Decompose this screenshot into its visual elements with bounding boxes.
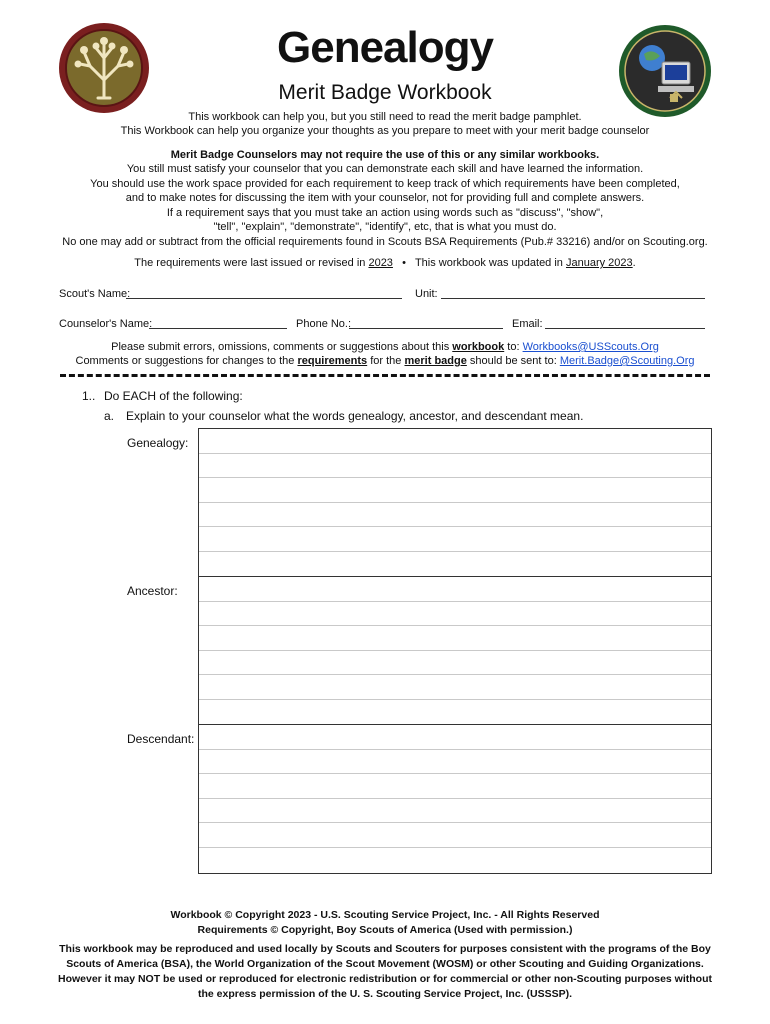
bullet: • bbox=[402, 257, 406, 269]
intro-line-5: and to make notes for discussing the item with your counselor, not for providing full and complete answers. bbox=[125, 192, 645, 204]
intro-line-1: This workbook can help you, but you still need to read the merit badge pamphlet. bbox=[188, 111, 582, 123]
footer-usage-2: Scouts of America (BSA), the World Organization of the Scout Movement (WOSM) or other Scouting and Guiding Organizations. bbox=[66, 958, 704, 970]
unit-label: Unit: bbox=[415, 288, 438, 300]
ancestor-answer-box[interactable] bbox=[198, 576, 712, 726]
intro-line-2: This Workbook can help you organize your thoughts as you prepare to meet with your merit badge counselor bbox=[120, 125, 650, 137]
email-label: Email: bbox=[512, 318, 543, 330]
submit-line-2 bbox=[0, 354, 770, 368]
page-subtitle: Merit Badge Workbook bbox=[278, 81, 492, 104]
issued-year: 2023 bbox=[368, 257, 393, 269]
unit-field[interactable] bbox=[441, 298, 705, 299]
descendant-label: Descendant: bbox=[127, 732, 195, 746]
counselor-name-field[interactable] bbox=[149, 328, 287, 329]
comments-prefix: Comments or suggestions for changes to the bbox=[75, 355, 295, 367]
period: . bbox=[632, 257, 636, 269]
workbooks-email-link[interactable]: Workbooks@USScouts.Org bbox=[522, 341, 659, 353]
requirements-word: requirements bbox=[297, 355, 368, 367]
issued-line bbox=[0, 256, 770, 270]
intro-line-3: You still must satisfy your counselor that you can demonstrate each skill and have learned the information. bbox=[126, 163, 644, 175]
phone-label: Phone No.: bbox=[296, 318, 352, 330]
section-divider bbox=[60, 374, 710, 377]
footer-usage-3: However it may NOT be used or reproduced for electronic redistribution or for commercial or other non-Scouting purposes without bbox=[58, 973, 712, 985]
submit-line-1 bbox=[0, 340, 770, 354]
genealogy-label: Genealogy: bbox=[127, 436, 189, 450]
req-1-text: Do EACH of the following: bbox=[104, 389, 243, 403]
for-the: for the bbox=[370, 355, 402, 367]
intro-line-8: No one may add or subtract from the official requirements found in Scouts BSA Requirements (Pub.# 33216) and/or on Scouting.org. bbox=[62, 236, 708, 248]
submit-prefix: Please submit errors, omissions, comments or suggestions about this bbox=[111, 341, 450, 353]
page-title: Genealogy bbox=[277, 23, 493, 72]
intro-line-4: You should use the work space provided for each requirement to keep track of which requirements have been completed, bbox=[90, 178, 680, 190]
updated-prefix: This workbook was updated in bbox=[414, 257, 563, 269]
ancestor-label: Ancestor: bbox=[127, 584, 178, 598]
footer-usage-4: the express permission of the U. S. Scouting Service Project, Inc. (USSSP). bbox=[197, 988, 573, 1000]
counselor-name-label: Counselor's Name: bbox=[59, 318, 153, 330]
intro-line-6: If a requirement says that you must take an action using words such as "discuss", "show", bbox=[166, 207, 604, 219]
email-field[interactable] bbox=[545, 328, 705, 329]
req-1-number: 1.. bbox=[82, 389, 96, 403]
submit-to: to: bbox=[507, 341, 520, 353]
req-1a-text: Explain to your counselor what the words genealogy, ancestor, and descendant mean. bbox=[126, 409, 584, 423]
footer-requirements-copyright: Requirements © Copyright, Boy Scouts of America (Used with permission.) bbox=[197, 924, 573, 936]
genealogy-answer-box[interactable] bbox=[198, 428, 712, 578]
workbook-word: workbook bbox=[452, 341, 505, 353]
phone-field[interactable] bbox=[349, 328, 503, 329]
scout-name-field[interactable] bbox=[126, 298, 402, 299]
descendant-answer-box[interactable] bbox=[198, 724, 712, 874]
sent-to: should be sent to: bbox=[469, 355, 557, 367]
req-1a-letter: a. bbox=[104, 409, 115, 423]
intro-line-7: "tell", "explain", "demonstrate", "identify", etc, that is what you must do. bbox=[213, 221, 557, 233]
footer-usage-1: This workbook may be reproduced and used locally by Scouts and Scouters for purposes consistent with the programs of the Boy bbox=[59, 943, 711, 955]
merit-badge-word: merit badge bbox=[404, 355, 467, 367]
counselor-notice: Merit Badge Counselors may not require the use of this or any similar workbooks. bbox=[170, 149, 600, 161]
merit-badge-email-link[interactable]: Merit.Badge@Scouting.Org bbox=[559, 355, 695, 367]
updated-date: January 2023 bbox=[565, 257, 633, 269]
scout-name-label: Scout's Name: bbox=[59, 288, 131, 300]
footer-copyright: Workbook © Copyright 2023 - U.S. Scouting Service Project, Inc. - All Rights Reserved bbox=[170, 909, 600, 921]
issued-prefix: The requirements were last issued or revised in bbox=[134, 257, 366, 269]
